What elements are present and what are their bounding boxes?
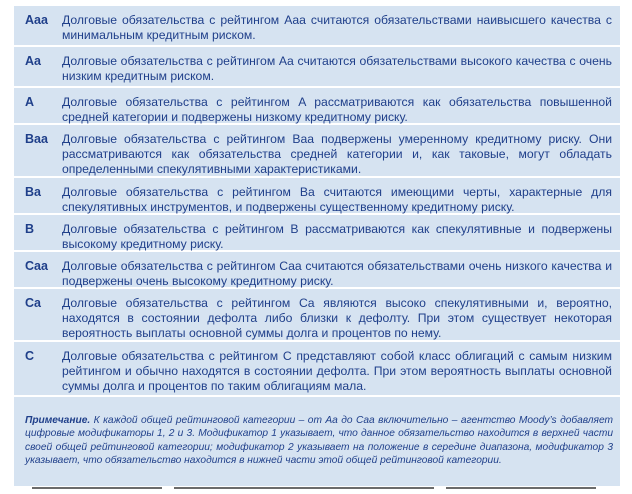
rating-code: A [25, 95, 35, 109]
footnote [25, 414, 613, 468]
rating-row-b [14, 215, 620, 252]
rating-code: Aa [25, 54, 41, 68]
rating-row-ba [14, 178, 620, 215]
rating-description: Долговые обязательства с рейтингом Ba считаются имеющими черты, характерные для спекулятивных инструментов, и подвержены существенному кредитному риску. [62, 185, 612, 215]
rating-description: Долговые обязательства с рейтингом C представляют собой класс облигаций с самым низким рейтингом и обычно находятся в состоянии дефолта. При этом вероятность выплаты основной суммы долга и процентов по таким облигациям мала. [62, 349, 612, 394]
rating-list [14, 6, 620, 397]
rating-row-a [14, 88, 620, 125]
rating-code: B [25, 222, 35, 236]
rating-code: Aaa [25, 13, 48, 27]
rating-row-caa [14, 252, 620, 289]
footnote-label: Примечание. [25, 415, 91, 426]
cropped-text-fragment [446, 487, 596, 489]
rating-description: Долговые обязательства с рейтингом Baa подвержены умеренному кредитному риску. Они рассматриваются как обязательства средней категории и, как таковые, могут обладать определенными спекулятивными характеристиками. [62, 132, 612, 177]
cropped-text-fragment [32, 487, 162, 489]
rating-code: Ba [25, 185, 41, 199]
footnote-text: К каждой общей рейтинговой категории – от Aa до Caa включительно – агентство Moody’s добавляет цифровые модификаторы 1, 2 и 3. Модификатор 1 указывает, что данное обязательство находится в верхней части своей общей рейтинговой категории; модификатор 2 указывает на положение в середине диапазона, модификатор 3 указывает, что обязательство находится в нижней части этой общей рейтинговой категории. [25, 415, 613, 467]
rating-row-baa [14, 125, 620, 178]
rating-description: Долговые обязательства с рейтингом B рассматриваются как спекулятивные и подвержены высокому кредитному риску. [62, 222, 612, 252]
rating-row-aa [14, 47, 620, 88]
rating-code: C [25, 349, 35, 363]
rating-description: Долговые обязательства с рейтингом A рассматриваются как обязательства повышенной средней категории и подвержены низкому кредитному риску. [62, 95, 612, 125]
rating-description: Долговые обязательства с рейтингом Aaa считаются обязательствами наивысшего качества с минимальным кредитным риском. [62, 13, 612, 43]
rating-description: Долговые обязательства с рейтингом Aa считаются обязательствами высокого качества с очень низким кредитным риском. [62, 54, 612, 84]
ratings-panel [14, 6, 620, 486]
rating-code: Ca [25, 296, 41, 310]
rating-row-aaa [14, 6, 620, 47]
rating-code: Caa [25, 259, 48, 273]
rating-row-c [14, 342, 620, 397]
cropped-text-remnant [14, 487, 620, 494]
rating-description: Долговые обязательства с рейтингом Ca являются высоко спекулятивными и, вероятно, находятся в состоянии дефолта либо близки к дефолту. При этом существует некоторая вероятность выплаты основной суммы долга и процентов по нему. [62, 296, 612, 341]
rating-row-ca [14, 289, 620, 342]
rating-description: Долговые обязательства с рейтингом Caa считаются обязательствами очень низкого качества и подвержены очень высокому кредитному риску. [62, 259, 612, 289]
rating-code: Baa [25, 132, 48, 146]
cropped-text-fragment [174, 487, 434, 489]
